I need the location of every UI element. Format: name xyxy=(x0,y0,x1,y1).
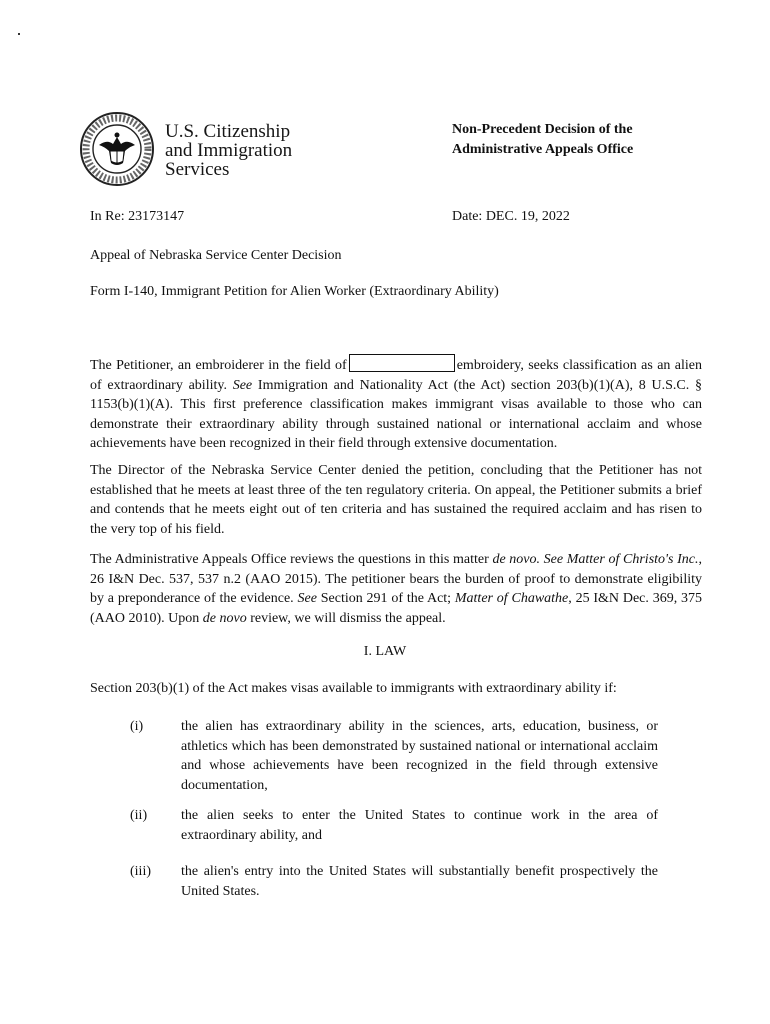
paragraph-3 xyxy=(90,550,702,628)
dhs-seal-icon xyxy=(79,111,155,187)
decision-title xyxy=(452,120,633,160)
agency-line-1: U.S. Citizenship xyxy=(165,121,291,142)
p3-see-2: See xyxy=(297,591,317,606)
agency-line-3: Services xyxy=(165,159,230,180)
list-item-number: (iii) xyxy=(130,864,151,879)
p3-text-c: Section 291 of the Act; xyxy=(320,591,452,606)
decision-line-2: Administrative Appeals Office xyxy=(452,142,634,157)
form-name: Form I-140, Immigrant Petition for Alien Worker (Extraordinary Ability) xyxy=(90,284,499,299)
p3-de-novo-2: de novo xyxy=(202,610,247,626)
p3-text-d: , 25 I&N Dec. 369, 375 (AAO 2010). Upon xyxy=(90,591,703,626)
list-item-text: the alien seeks to enter the United States to continue work in the area of extraordinary ability, and xyxy=(181,808,658,843)
p3-text-b: , 26 I&N Dec. 537, 537 n.2 (AAO 2015). The petitioner bears the burden of proof to demonstrate eligibility by a preponderance of the evidence. xyxy=(90,552,702,606)
p3-citation-1: See Matter of Christo's Inc. xyxy=(543,552,699,567)
case-number: In Re: 23173147 xyxy=(90,209,185,224)
p3-citation-2: Matter of Chawathe xyxy=(454,591,569,606)
redaction-box xyxy=(349,354,455,372)
p3-text-a: The Administrative Appeals Office reviews the questions in this matter xyxy=(90,552,489,567)
list-item-number: (ii) xyxy=(130,808,148,823)
p1-text-c: Immigration and Nationality Act (the Act) section 203(b)(1)(A), 8 U.S.C. § 1153(b)(1)(A). This first preference classification makes immigrant visas available to those who can demonstrate their extraordinary ability through sustained national or international acclaim and whose achievements have been recognized in their field through extensive documentation. xyxy=(90,377,702,451)
agency-name xyxy=(165,122,292,179)
appeal-of: Appeal of Nebraska Service Center Decision xyxy=(90,248,342,263)
paragraph-1 xyxy=(90,354,702,454)
scan-speck xyxy=(18,33,20,35)
decision-line-1: Non-Precedent Decision of the xyxy=(452,122,633,137)
p1-text-a: The Petitioner, an embroiderer in the field of xyxy=(90,358,347,373)
decision-date: Date: DEC. 19, 2022 xyxy=(452,209,570,224)
p1-see: See xyxy=(232,377,253,393)
p3-de-novo-1: de novo. xyxy=(492,552,541,567)
section-intro: Section 203(b)(1) of the Act makes visas available to immigrants with extraordinary ability if: xyxy=(90,681,617,696)
list-item-text: the alien's entry into the United States will substantially benefit prospectively the United States. xyxy=(181,864,658,899)
list-item-text: the alien has extraordinary ability in the sciences, arts, education, business, or athletics which has been demonstrated by sustained national or international acclaim and whose achievements have been recognized in the field through extensive documentation, xyxy=(181,719,658,793)
p3-text-e: review, we will dismiss the appeal. xyxy=(250,610,446,626)
agency-line-2: and Immigration xyxy=(165,140,293,161)
p1-text-b: embroidery, seeks classification as an alien of extraordinary ability. xyxy=(90,358,702,393)
section-heading: I. LAW xyxy=(363,644,407,659)
paragraph-2: The Director of the Nebraska Service Center denied the petition, concluding that the Petitioner has not established that he meets at least three of the ten regulatory criteria. On appeal, the Petitioner submits a brief and contends that he meets eight out of ten criteria and has sustained the required acclaim and has risen to the very top of his field. xyxy=(90,463,702,537)
list-item-number: (i) xyxy=(130,719,144,734)
